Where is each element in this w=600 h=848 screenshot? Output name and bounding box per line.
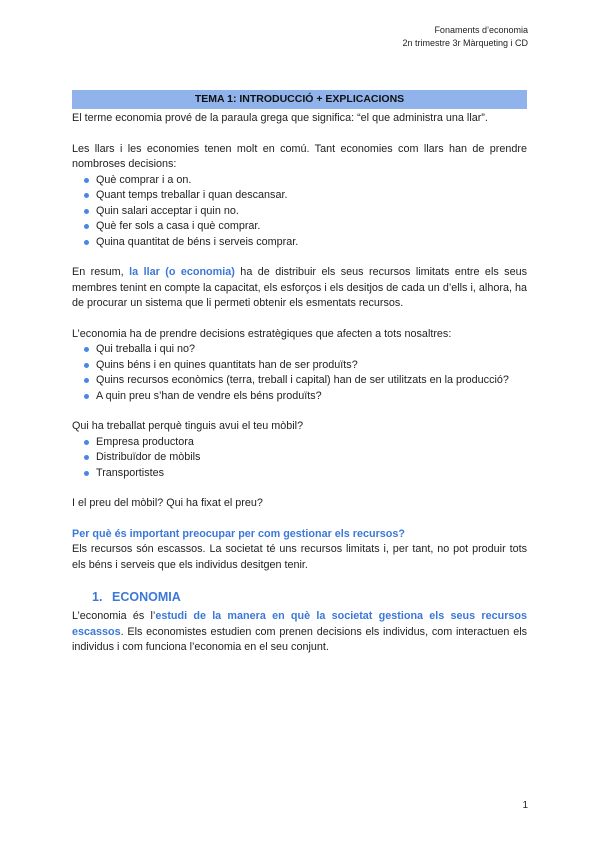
bullet-icon xyxy=(84,455,89,460)
section-heading-economia xyxy=(72,587,527,607)
course-term: 2n trimestre 3r Màrqueting i CD xyxy=(402,38,528,48)
list-item: Què fer sols a casa i què comprar. xyxy=(72,219,527,235)
list-item: Qui treballa i qui no? xyxy=(72,342,527,358)
bullet-icon xyxy=(84,224,89,229)
bullet-icon xyxy=(84,394,89,399)
bullet-icon xyxy=(84,193,89,198)
summary-highlight: la llar (o economia) xyxy=(129,266,235,278)
households-list xyxy=(72,173,527,251)
bullet-icon xyxy=(84,378,89,383)
list-item: Distribuïdor de mòbils xyxy=(72,450,527,466)
page-header xyxy=(402,24,528,50)
page-number: 1 xyxy=(522,800,528,811)
list-item: Quins recursos econòmics (terra, treball i capital) han de ser utilitzats en la producció? xyxy=(72,373,527,389)
list-item: Què comprar i a on. xyxy=(72,173,527,189)
list-item: Quins béns i en quines quantitats han de ser produïts? xyxy=(72,358,527,374)
mobile-list xyxy=(72,435,527,482)
decisions-paragraph: L’economia ha de prendre decisions estratègiques que afecten a tots nosaltres: xyxy=(72,327,452,340)
list-item: Quina quantitat de béns i serveis comprar. xyxy=(72,235,527,251)
course-title: Fonaments d’economia xyxy=(434,25,528,35)
mobile-paragraph: Qui ha treballat perquè tinguis avui el teu mòbil? xyxy=(72,420,304,432)
importance-heading: Per què és important preocupar per com gestionar els recursos? xyxy=(72,527,406,540)
economia-paragraph: L’economia és l’estudi de la manera en què la societat gestiona els seus recursos escassos. Els economistes estudien com prenen decisions els individus, com interactuen els individus i com funciona l’economia en el seu conjunt. xyxy=(72,610,527,653)
topic-title: TEMA 1: INTRODUCCIÓ + EXPLICACIONS xyxy=(72,90,527,109)
bullet-icon xyxy=(84,471,89,476)
summary-paragraph: En resum, la llar (o economia) ha de distribuir els seus recursos limitats entre els seus membres tenint en compte la capacitat, els esforços i els desitjos de cada un d’ells i, alhora, ha de procurar un sistema que li permeti obtenir els esmentats recursos. xyxy=(72,266,527,309)
list-item: Empresa productora xyxy=(72,435,527,451)
section-title: ECONOMIA xyxy=(112,590,181,604)
price-question: I el preu del mòbil? Qui ha fixat el preu? xyxy=(72,497,263,509)
bullet-icon xyxy=(84,363,89,368)
bullet-icon xyxy=(84,209,89,214)
bullet-icon xyxy=(84,347,89,352)
list-item: A quin preu s’han de vendre els béns produïts? xyxy=(72,389,527,405)
list-item: Quant temps treballar i quan descansar. xyxy=(72,188,527,204)
decisions-list xyxy=(72,342,527,404)
section-number: 1. xyxy=(92,590,103,604)
document-body xyxy=(72,90,527,656)
bullet-icon xyxy=(84,240,89,245)
intro-paragraph: El terme economia prové de la paraula grega que significa: “el que administra una llar”. xyxy=(72,112,488,124)
economia-definition-highlight: estudi de la manera en què la societat gestiona els seus recursos escassos xyxy=(72,610,527,638)
list-item: Quin salari acceptar i quin no. xyxy=(72,204,527,220)
bullet-icon xyxy=(84,178,89,183)
bullet-icon xyxy=(84,440,89,445)
list-item: Transportistes xyxy=(72,466,527,482)
households-paragraph: Les llars i les economies tenen molt en comú. Tant economies com llars han de prendre nombroses decisions: xyxy=(72,142,527,170)
importance-paragraph: Els recursos són escassos. La societat té uns recursos limitats i, per tant, no pot produir tots els béns i serveis que els individus desitgen tenir. xyxy=(72,543,527,571)
